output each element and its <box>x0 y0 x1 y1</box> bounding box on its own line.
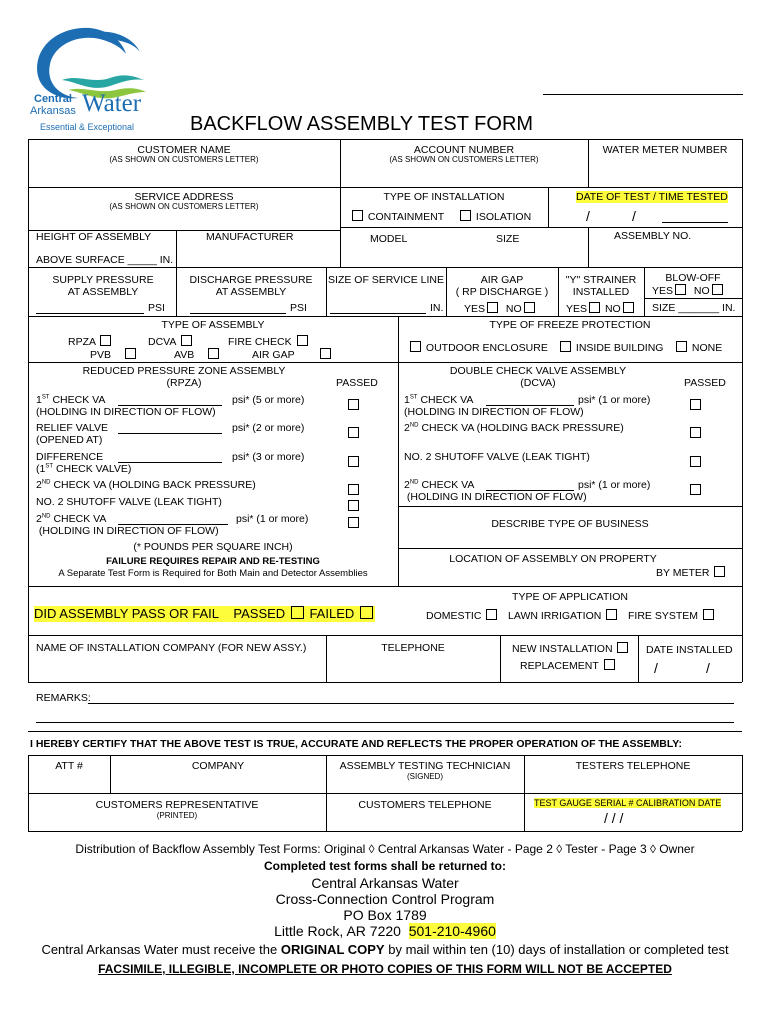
pass-fail-prompt: DID ASSEMBLY PASS OR FAIL PASSED FAILED <box>34 606 375 622</box>
checkbox[interactable] <box>410 341 421 352</box>
dcva-fourth-psi: psi* (1 or more) <box>578 479 651 491</box>
strainer-options[interactable]: YES NO <box>566 302 636 315</box>
dcva-second-passed-checkbox[interactable] <box>690 427 701 438</box>
company-label: COMPANY <box>191 760 245 772</box>
gauge-label: TEST GAUGE SERIAL # CALIBRATION DATE <box>534 798 722 808</box>
checkbox[interactable] <box>487 302 498 313</box>
must-receive-text: Central Arkansas Water must receive the ORIGINAL COPY by mail within ten (10) days of installation or completed test <box>41 942 729 957</box>
rpza-relief-psi: psi* (2 or more) <box>232 422 305 434</box>
service-line-label: SIZE OF SERVICE LINE <box>328 274 444 286</box>
dcva-first-field[interactable] <box>486 405 574 406</box>
remarks-label: REMARKS: <box>36 692 91 704</box>
business-label: DESCRIBE TYPE OF BUSINESS <box>491 518 649 530</box>
air-gap-option[interactable]: AIR GAP <box>252 348 333 361</box>
height-label: HEIGHT OF ASSEMBLY <box>36 231 152 243</box>
certify-statement: I HEREBY CERTIFY THAT THE ABOVE TEST IS TRUE, ACCURATE AND REFLECTS THE PROPER OPERATION OF THE ASSEMBLY: <box>30 738 683 750</box>
none-option[interactable]: NONE <box>674 341 722 354</box>
form-title: BACKFLOW ASSEMBLY TEST FORM <box>190 113 534 135</box>
new-install-option[interactable]: NEW INSTALLATION <box>512 642 630 655</box>
printed-note: (PRINTED) <box>156 811 198 820</box>
date-installed-label: DATE INSTALLED <box>646 644 733 656</box>
discharge-pressure-field[interactable] <box>190 313 286 314</box>
water-meter-label: WATER METER NUMBER <box>602 144 728 156</box>
checkbox[interactable] <box>297 335 308 346</box>
replacement-option[interactable]: REPLACEMENT <box>520 659 617 672</box>
checkbox[interactable] <box>208 348 219 359</box>
date-installed-slash-1: / <box>654 660 658 676</box>
type-installation-label: TYPE OF INSTALLATION <box>383 191 505 203</box>
checkbox[interactable] <box>320 348 331 359</box>
logo <box>28 18 153 140</box>
rpza-difference-passed-checkbox[interactable] <box>348 456 359 467</box>
checkbox[interactable] <box>714 566 725 577</box>
signed-note: (SIGNED) <box>407 772 443 781</box>
distribution-text: Distribution of Backflow Assembly Test Forms: Original ◊ Central Arkansas Water - Page 2 ◊ Tester - Page 3 ◊ Owner <box>75 842 695 856</box>
rpza-difference: DIFFERENCE (1ST CHECK VALVE) <box>36 451 132 476</box>
rpza-shutoff: NO. 2 SHUTOFF VALVE (LEAK TIGHT) <box>36 496 222 508</box>
dcva-passed-label: PASSED <box>684 377 726 389</box>
dcva-fourth-passed-checkbox[interactable] <box>690 484 701 495</box>
fax-warning: FACSIMILE, ILLEGIBLE, INCOMPLETE OR PHOTO COPIES OF THIS FORM WILL NOT BE ACCEPTED <box>98 962 672 976</box>
rpza-sixth-field[interactable] <box>118 524 228 525</box>
remarks-line-1[interactable] <box>88 703 734 704</box>
checkbox[interactable] <box>524 302 535 313</box>
gauge-date-slashes: / / / <box>604 810 624 826</box>
rpza-sixth-psi: psi* (1 or more) <box>236 513 309 525</box>
rpza-passed-label: PASSED <box>336 377 378 389</box>
checkbox[interactable] <box>100 335 111 346</box>
rpza-sixth-check: 2ND CHECK VA (HOLDING IN DIRECTION OF FLOW) <box>36 513 219 538</box>
dcva-option[interactable]: DCVA <box>148 335 194 348</box>
program-name: Cross-Connection Control Program <box>275 891 495 907</box>
separate-note: A Separate Test Form is Required for Both Main and Detector Assemblies <box>58 568 368 579</box>
psi-unit: PSI <box>290 302 307 314</box>
customer-name-note: (AS SHOWN ON CUSTOMERS LETTER) <box>109 155 259 164</box>
failed-label: FAILED <box>309 606 355 621</box>
att-label: ATT # <box>55 760 83 772</box>
checkbox[interactable] <box>617 642 628 653</box>
fire-check-option[interactable]: FIRE CHECK <box>228 335 310 348</box>
rpza-difference-field[interactable] <box>118 462 222 463</box>
checkbox[interactable] <box>460 210 471 221</box>
location-label: LOCATION OF ASSEMBLY ON PROPERTY <box>449 553 657 565</box>
rpza-relief-passed-checkbox[interactable] <box>348 427 359 438</box>
service-address-note: (AS SHOWN ON CUSTOMERS LETTER) <box>109 202 259 211</box>
rpza-first-psi: psi* (5 or more) <box>232 394 305 406</box>
avb-option[interactable]: AVB <box>174 348 221 361</box>
logo-tagline: Essential & Exceptional <box>40 122 135 132</box>
install-company-label: NAME OF INSTALLATION COMPANY (FOR NEW ASSY.) <box>36 642 307 654</box>
checkbox[interactable] <box>675 284 686 295</box>
remarks-line-2[interactable] <box>36 722 734 723</box>
supply-pressure-label: SUPPLY PRESSURE AT ASSEMBLY <box>52 274 154 299</box>
checkbox[interactable] <box>560 341 571 352</box>
rpza-relief-valve: RELIEF VALVE (OPENED AT) <box>36 422 108 447</box>
inside-option[interactable]: INSIDE BUILDING <box>558 341 663 354</box>
freeze-heading: TYPE OF FREEZE PROTECTION <box>489 319 651 331</box>
fire-system-option[interactable]: FIRE SYSTEM <box>628 609 716 622</box>
pounds-note: (* POUNDS PER SQUARE INCH) <box>133 541 293 553</box>
date-of-test-label: DATE OF TEST / TIME TESTED <box>576 191 728 203</box>
date-slash-2: / <box>632 208 636 224</box>
checkbox[interactable] <box>676 341 687 352</box>
time-tested-field[interactable] <box>662 222 728 223</box>
lawn-option[interactable]: LAWN IRRIGATION <box>508 609 619 622</box>
rpza-option[interactable]: RPZA <box>68 335 113 348</box>
top-right-blank-line[interactable] <box>543 94 743 95</box>
rpza-shutoff-passed-checkbox[interactable] <box>348 500 359 511</box>
checkbox[interactable] <box>352 210 363 221</box>
rpza-first-check: 1ST CHECK VA (HOLDING IN DIRECTION OF FLOW) <box>36 394 216 419</box>
service-line-field[interactable] <box>330 313 426 314</box>
dcva-first-check: 1ST CHECK VA (HOLDING IN DIRECTION OF FLOW) <box>404 394 584 419</box>
checkbox[interactable] <box>125 348 136 359</box>
customer-name-label: CUSTOMER NAME <box>137 144 231 156</box>
rpza-second-passed-checkbox[interactable] <box>348 484 359 495</box>
in-unit: IN. <box>430 302 444 314</box>
date-installed-slash-2: / <box>706 660 710 676</box>
psi-unit: PSI <box>148 302 165 314</box>
containment-option[interactable]: CONTAINMENT <box>350 210 444 223</box>
blowoff-options[interactable]: YES NO <box>652 284 725 297</box>
phone-number: 501-210-4960 <box>408 923 496 939</box>
cust-phone-label: CUSTOMERS TELEPHONE <box>358 799 492 811</box>
above-surface-label: ABOVE SURFACE _____ IN. <box>36 254 174 266</box>
dcva-first-psi: psi* (1 or more) <box>578 394 651 406</box>
rpza-second-check: 2ND CHECK VA (HOLDING BACK PRESSURE) <box>36 479 256 491</box>
install-telephone-label: TELEPHONE <box>381 642 445 654</box>
checkbox[interactable] <box>181 335 192 346</box>
manufacturer-label: MANUFACTURER <box>206 231 294 243</box>
returned-text: Completed test forms shall be returned to: <box>263 859 507 873</box>
technician-label: ASSEMBLY TESTING TECHNICIAN <box>339 760 511 772</box>
passed-checkbox[interactable] <box>291 606 304 619</box>
application-heading: TYPE OF APPLICATION <box>512 591 628 603</box>
by-meter-option[interactable]: BY METER <box>656 566 727 579</box>
passed-label: PASSED <box>233 606 286 621</box>
air-gap-options[interactable]: YES NO <box>464 302 537 315</box>
rpza-heading: REDUCED PRESSURE ZONE ASSEMBLY (RPZA) <box>82 365 286 390</box>
supply-pressure-field[interactable] <box>36 313 144 314</box>
checkbox[interactable] <box>712 284 723 295</box>
dcva-shutoff: NO. 2 SHUTOFF VALVE (LEAK TIGHT) <box>404 451 590 463</box>
org-name: Central Arkansas Water <box>311 875 459 891</box>
discharge-pressure-label: DISCHARGE PRESSURE AT ASSEMBLY <box>189 274 313 299</box>
rpza-first-passed-checkbox[interactable] <box>348 399 359 410</box>
checkbox[interactable] <box>703 609 714 620</box>
size-label: SIZE <box>496 233 520 245</box>
rpza-first-check-field[interactable] <box>118 405 222 406</box>
rpza-relief-field[interactable] <box>118 433 222 434</box>
isolation-option[interactable]: ISOLATION <box>458 210 531 223</box>
checkbox[interactable] <box>486 609 497 620</box>
air-gap-label: AIR GAP ( RP DISCHARGE ) <box>455 274 549 299</box>
failed-checkbox[interactable] <box>360 606 373 619</box>
blowoff-label: BLOW-OFF <box>665 272 721 284</box>
blowoff-size: SIZE _______ IN. <box>652 302 736 314</box>
outdoor-option[interactable]: OUTDOOR ENCLOSURE <box>408 341 548 354</box>
logo-text-arkansas: Arkansas <box>30 105 76 117</box>
service-address-label: SERVICE ADDRESS <box>134 191 234 203</box>
logo-text-water: Water <box>82 90 142 117</box>
pvb-option[interactable]: PVB <box>90 348 138 361</box>
testers-phone-label: TESTERS TELEPHONE <box>575 760 691 772</box>
dcva-first-passed-checkbox[interactable] <box>690 399 701 410</box>
failure-note: FAILURE REQUIRES REPAIR AND RE-TESTING <box>106 556 320 567</box>
assembly-no-label: ASSEMBLY NO. <box>614 230 692 242</box>
po-box: PO Box 1789 <box>343 907 427 923</box>
address-line: Little Rock, AR 7220 501-210-4960 <box>274 923 496 939</box>
checkbox[interactable] <box>604 659 615 670</box>
model-label: MODEL <box>370 233 408 245</box>
checkbox[interactable] <box>606 609 617 620</box>
rpza-difference-psi: psi* (3 or more) <box>232 451 305 463</box>
logo-text-central: Central <box>34 93 72 105</box>
account-number-note: (AS SHOWN ON CUSTOMERS LETTER) <box>389 155 539 164</box>
assembly-type-heading: TYPE OF ASSEMBLY <box>161 319 265 331</box>
checkbox[interactable] <box>623 302 634 313</box>
dcva-fourth-field[interactable] <box>486 490 574 491</box>
strainer-label: "Y" STRAINER INSTALLED <box>565 274 637 299</box>
cust-rep-label: CUSTOMERS REPRESENTATIVE <box>95 799 259 811</box>
date-slash-1: / <box>586 208 590 224</box>
dcva-shutoff-passed-checkbox[interactable] <box>690 456 701 467</box>
dcva-fourth-check: 2ND CHECK VA (HOLDING IN DIRECTION OF FLOW) <box>404 479 587 504</box>
dcva-heading: DOUBLE CHECK VALVE ASSEMBLY (DCVA) <box>449 365 627 390</box>
account-number-label: ACCOUNT NUMBER <box>413 144 515 156</box>
checkbox[interactable] <box>589 302 600 313</box>
dcva-second-check: 2ND CHECK VA (HOLDING BACK PRESSURE) <box>404 422 624 434</box>
rpza-sixth-passed-checkbox[interactable] <box>348 517 359 528</box>
domestic-option[interactable]: DOMESTIC <box>426 609 499 622</box>
